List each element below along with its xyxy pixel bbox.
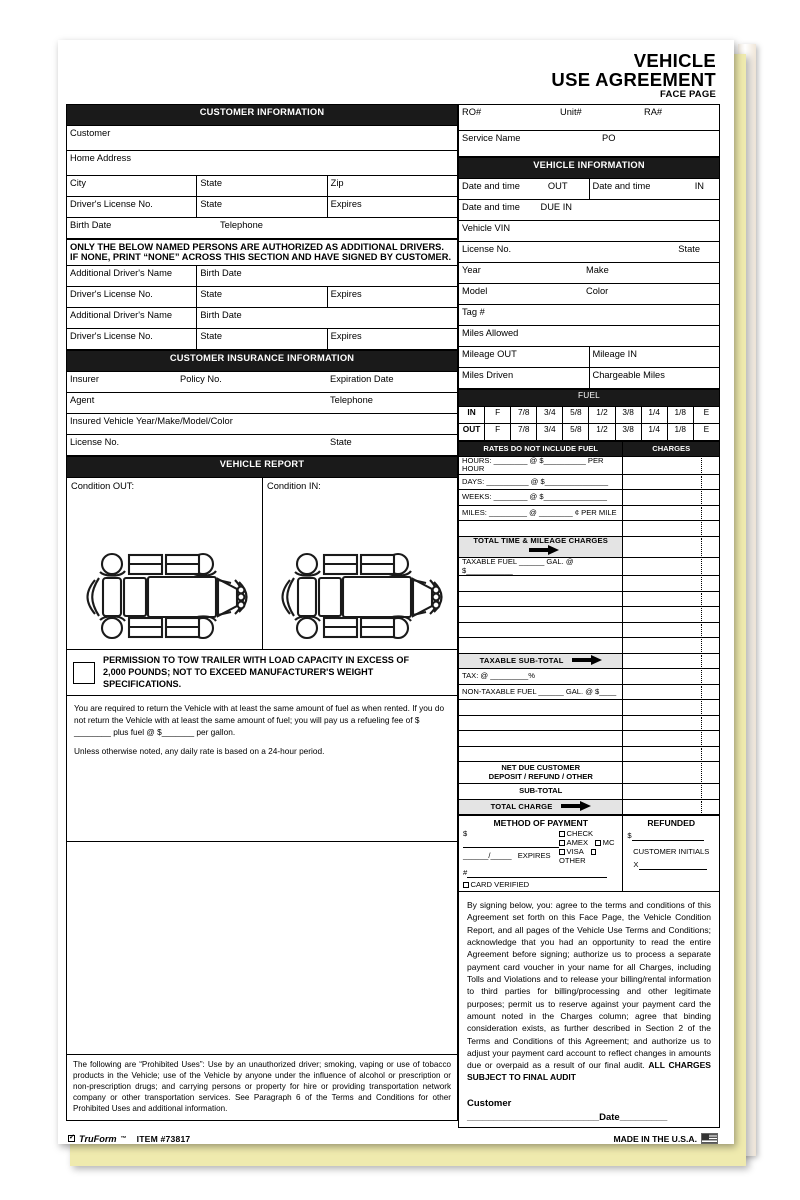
ro-service-table	[458, 104, 720, 157]
payment-option-amex-label: AMEX	[566, 838, 589, 848]
field-customer[interactable]: Customer	[67, 125, 458, 150]
customer-initials-label: CUSTOMER INITIALS	[633, 847, 710, 857]
customer-signature-line[interactable]	[467, 1097, 711, 1125]
field-date-time-out[interactable]	[459, 178, 590, 199]
checkbox-other-icon[interactable]	[591, 849, 597, 855]
date-rule: _________	[619, 1111, 668, 1123]
fuel-row-in	[459, 406, 720, 423]
field-ra-label: RA#	[644, 106, 663, 117]
charge-blank-3[interactable]	[623, 591, 720, 607]
method-of-payment-title: METHOD OF PAYMENT	[493, 818, 588, 829]
title-line-2: USE AGREEMENT	[551, 68, 716, 90]
fuel-in-level-7[interactable]: 1/8	[667, 406, 693, 423]
vehicle-use-agreement-form	[66, 50, 720, 1144]
charge-blank-5[interactable]	[623, 622, 720, 638]
payment-amount-prefix: $	[463, 829, 468, 839]
signature-terms-block	[458, 892, 720, 1128]
rate-row-days[interactable]: DAYS: __________ @ $_______________	[459, 474, 623, 490]
field-miles-allowed[interactable]: Miles Allowed	[459, 325, 720, 346]
checkbox-mc-icon[interactable]	[595, 840, 601, 846]
year-label: Year	[462, 264, 481, 275]
field-license-state[interactable]: State	[197, 196, 327, 217]
fuel-out-level-4[interactable]: 1/2	[589, 423, 615, 440]
field-insurer-label: Insurer	[70, 373, 99, 384]
form-title-block	[66, 52, 720, 100]
refunded-amount-prefix: $	[627, 831, 632, 841]
fuel-policy-paragraph-2: Unless otherwise noted, any daily rate is based on a 24-hour period.	[74, 746, 325, 757]
vehicle-information-band: VEHICLE INFORMATION	[459, 157, 720, 178]
vehicle-report-band: VEHICLE REPORT	[67, 456, 458, 477]
field-date-time-in[interactable]	[589, 178, 720, 199]
arrow-right-icon-3	[561, 801, 591, 813]
payment-option-mc-label: MC	[602, 838, 615, 848]
field-city[interactable]: City	[67, 175, 197, 196]
charge-blank-2[interactable]	[623, 576, 720, 592]
fuel-band: FUEL	[459, 389, 720, 406]
field-additional-driver2-name[interactable]: Additional Driver's Name	[67, 307, 197, 328]
method-of-payment-cell	[459, 816, 623, 892]
field-additional-driver1-birth-date[interactable]: Birth Date	[197, 265, 458, 286]
date-time-due-label: Date and time	[462, 201, 520, 212]
vehicle-condition-diagrams	[66, 478, 458, 650]
prohibited-uses-text: The following are “Prohibited Uses”: Use by an unauthorized driver; smoking, vaping or use of tobacco products in the Vehicle; use of the Vehicle by anyone under the influence of alcohol or prescription or non-prescription drugs; and carrying persons or property for hire or providing transportation network company or other transportation services. See Paragraph 6 of the Terms and Conditions for other Prohibited Uses and additional information.	[73, 1060, 451, 1113]
rate-row-blank-6[interactable]	[459, 638, 623, 654]
total-charge-label: TOTAL CHARGE	[490, 801, 553, 811]
date-time-in-value: IN	[694, 180, 704, 191]
checkbox-amex-icon[interactable]	[559, 840, 565, 846]
date-time-out-value: OUT	[547, 180, 568, 191]
field-model-color[interactable]	[459, 283, 720, 304]
notes-blank-area[interactable]	[66, 842, 458, 1055]
field-insured-vehicle[interactable]: Insured Vehicle Year/Make/Model/Color	[67, 413, 458, 434]
fuel-table	[458, 389, 720, 441]
field-license-expires[interactable]: Expires	[327, 196, 457, 217]
charge-blank-10[interactable]	[623, 746, 720, 762]
condition-in-panel[interactable]	[262, 478, 457, 649]
fuel-out-level-6[interactable]: 1/4	[641, 423, 667, 440]
vehicle-report-band-table	[66, 456, 458, 478]
customer-information-band: CUSTOMER INFORMATION	[67, 104, 458, 125]
payment-amount-field[interactable]	[463, 829, 559, 848]
rate-row-non-taxable-fuel[interactable]: NON-TAXABLE FUEL ______ GAL. @ $____	[459, 684, 623, 700]
payment-expires-prefix: ______/_____	[463, 851, 512, 861]
left-column	[66, 104, 458, 1121]
fuel-policy-paragraph-1: You are required to return the Vehicle with at least the same amount of fuel as when rented. If you do not return the Vehicle with at least the same amount of fuel; you will pay us a refueling fee of $ ________ plus fuel @ $_______ per gallon.	[74, 703, 445, 738]
customer-information-table	[66, 104, 458, 239]
charge-blank-1[interactable]	[623, 521, 720, 537]
card-verified-row[interactable]	[459, 879, 622, 891]
rate-row-blank-8[interactable]	[459, 715, 623, 731]
condition-out-panel[interactable]	[67, 478, 262, 649]
field-vehicle-vin[interactable]: Vehicle VIN	[459, 220, 720, 241]
date-time-out-label: Date and time	[462, 180, 520, 191]
rate-row-weeks[interactable]: WEEKS: ________ @ $_______________	[459, 490, 623, 506]
field-insurance-state-label: State	[330, 436, 352, 447]
checkbox-check-icon[interactable]	[559, 831, 565, 837]
total-charge-row	[459, 799, 623, 815]
taxable-subtotal-row	[459, 653, 623, 669]
payment-options-visa-other[interactable]	[559, 847, 618, 865]
tow-permission-text	[103, 655, 451, 690]
notice-line-2: IF NONE, PRINT “NONE” ACROSS THIS SECTION AND HAVE SIGNED BY CUSTOMER.	[70, 252, 452, 263]
charge-taxable-subtotal[interactable]	[623, 653, 720, 669]
initials-rule	[639, 860, 707, 870]
field-insurer-row[interactable]	[67, 371, 458, 392]
audit-notice: ALL CHARGES SUBJECT TO FINAL AUDIT	[467, 1060, 711, 1083]
truform-brand	[68, 1134, 190, 1144]
tow-line-1: PERMISSION TO TOW TRAILER WITH LOAD CAPACITY IN EXCESS OF	[103, 654, 410, 665]
refunded-amount-rule	[632, 831, 704, 841]
condition-in-label: Condition IN:	[267, 480, 321, 491]
additional-drivers-table	[66, 239, 458, 350]
car-diagram-out-icon	[81, 550, 249, 647]
field-year-make[interactable]	[459, 262, 720, 283]
field-service-name-label: Service Name	[462, 132, 521, 143]
net-due-line-2: DEPOSIT / REFUND / OTHER	[488, 771, 593, 781]
insurance-table	[66, 350, 458, 456]
charge-taxable-fuel[interactable]	[623, 558, 720, 576]
arrow-right-icon	[529, 545, 559, 557]
fuel-out-level-1[interactable]: 7/8	[511, 423, 537, 440]
vehicle-license-label: License No.	[462, 243, 512, 254]
fuel-in-label: IN	[459, 406, 485, 423]
charge-blank-6[interactable]	[623, 638, 720, 654]
fuel-out-level-8[interactable]: E	[693, 423, 719, 440]
field-agent-telephone-label: Telephone	[330, 394, 373, 405]
field-birth-date-telephone[interactable]	[67, 217, 458, 238]
tow-permission-row[interactable]	[66, 650, 458, 696]
payment-options-amex-mc[interactable]	[559, 838, 618, 847]
field-agent-label: Agent	[70, 394, 95, 405]
tow-line-2: 2,000 POUNDS; NOT TO EXCEED MANUFACTURER'S WEIGHT SPECIFICATIONS.	[103, 666, 374, 689]
payment-option-visa-label: VISA	[566, 847, 584, 857]
tow-permission-checkbox[interactable]	[73, 662, 95, 684]
fuel-in-level-3[interactable]: 5/8	[563, 406, 589, 423]
rate-row-hours[interactable]: HOURS: ________ @ $__________ PER HOUR	[459, 457, 623, 475]
payment-card-number-field[interactable]	[459, 868, 622, 879]
rate-row-blank-1[interactable]	[459, 521, 623, 537]
customer-signature-label: Customer	[467, 1097, 512, 1109]
charge-non-taxable-fuel[interactable]	[623, 684, 720, 700]
rate-row-blank-7[interactable]	[459, 700, 623, 716]
field-additional-driver1-name[interactable]: Additional Driver's Name	[67, 265, 197, 286]
model-label: Model	[462, 285, 488, 296]
refunded-cell	[623, 816, 720, 892]
field-miles-driven[interactable]: Miles Driven	[459, 367, 590, 388]
rate-row-blank-4[interactable]	[459, 607, 623, 623]
rate-row-taxable-fuel[interactable]: TAXABLE FUEL ______ GAL. @ $___________	[459, 558, 623, 576]
charge-subtotal[interactable]	[623, 784, 720, 800]
field-insurance-license-label: License No.	[70, 436, 120, 447]
charge-blank-7[interactable]	[623, 700, 720, 716]
fuel-out-level-2[interactable]: 3/4	[537, 423, 563, 440]
insurance-band: CUSTOMER INSURANCE INFORMATION	[67, 350, 458, 371]
fuel-in-level-2[interactable]: 3/4	[537, 406, 563, 423]
footer-item-number: ITEM #73817	[136, 1133, 191, 1144]
rate-row-blank-10[interactable]	[459, 746, 623, 762]
fuel-in-level-0[interactable]: F	[485, 406, 511, 423]
date-time-due-value: DUE IN	[540, 201, 572, 212]
fuel-policy-block	[66, 696, 458, 842]
checkbox-visa-icon[interactable]	[559, 849, 565, 855]
payment-table	[458, 815, 720, 892]
card-verified-label: CARD VERIFIED	[470, 880, 530, 890]
customer-initials-field[interactable]	[623, 860, 719, 870]
vehicle-license-state-label: State	[678, 243, 700, 254]
field-additional-driver1-license[interactable]: Driver's License No.	[67, 286, 197, 307]
made-in-usa	[613, 1133, 718, 1144]
rates-band: RATES DO NOT INCLUDE FUEL	[459, 441, 623, 457]
field-mileage-in[interactable]: Mileage IN	[589, 346, 720, 367]
field-ro-label: RO#	[462, 106, 482, 117]
made-in-usa-label: MADE IN THE U.S.A.	[613, 1133, 697, 1144]
truform-check-icon	[68, 1135, 75, 1142]
charges-band: CHARGES	[623, 441, 720, 457]
condition-out-label: Condition OUT:	[71, 480, 135, 491]
charge-total-charge[interactable]	[623, 799, 720, 815]
charge-net-due[interactable]	[623, 762, 720, 784]
rate-row-blank-3[interactable]	[459, 591, 623, 607]
field-po-label: PO	[602, 132, 616, 143]
field-insurance-license-row[interactable]	[67, 434, 458, 455]
fuel-in-level-8[interactable]: E	[693, 406, 719, 423]
rate-row-tax[interactable]: TAX: @ _________%	[459, 669, 623, 685]
payment-amount-rule	[463, 838, 559, 848]
fuel-in-level-1[interactable]: 7/8	[511, 406, 537, 423]
customer-signature-rule: _________________________	[467, 1111, 600, 1123]
charge-hours[interactable]	[623, 457, 720, 475]
total-time-mileage-label: TOTAL TIME & MILEAGE CHARGES	[473, 535, 609, 545]
charge-miles[interactable]	[623, 505, 720, 521]
field-agent-row[interactable]	[67, 392, 458, 413]
field-drivers-license-no[interactable]: Driver's License No.	[67, 196, 197, 217]
truform-brand-name: TruForm	[79, 1133, 117, 1144]
field-service-row[interactable]	[459, 130, 720, 156]
charge-weeks[interactable]	[623, 490, 720, 506]
fuel-in-level-4[interactable]: 1/2	[589, 406, 615, 423]
fuel-out-level-5[interactable]: 3/8	[615, 423, 641, 440]
charge-tax[interactable]	[623, 669, 720, 685]
field-tag[interactable]: Tag #	[459, 304, 720, 325]
taxable-subtotal-label: TAXABLE SUB-TOTAL	[479, 655, 564, 665]
fuel-in-level-6[interactable]: 1/4	[641, 406, 667, 423]
field-additional-driver1-state[interactable]: State	[197, 286, 327, 307]
usa-flag-icon	[701, 1133, 718, 1144]
payment-expires-field[interactable]	[463, 851, 559, 860]
payment-number-prefix: #	[463, 868, 468, 878]
field-zip[interactable]: Zip	[327, 175, 457, 196]
title-subtitle: FACE PAGE	[660, 89, 716, 100]
charge-total-time-mileage[interactable]	[623, 536, 720, 558]
field-date-time-due[interactable]	[459, 199, 720, 220]
refunded-title: REFUNDED	[647, 818, 696, 829]
field-additional-driver2-state[interactable]: State	[197, 328, 327, 349]
charge-blank-8[interactable]	[623, 715, 720, 731]
field-state[interactable]: State	[197, 175, 327, 196]
field-mileage-out[interactable]: Mileage OUT	[459, 346, 590, 367]
rate-row-blank-5[interactable]	[459, 622, 623, 638]
field-ro-row[interactable]	[459, 104, 720, 130]
notice-line-1: ONLY THE BELOW NAMED PERSONS ARE AUTHORIZED AS ADDITIONAL DRIVERS.	[70, 241, 444, 252]
charge-blank-9[interactable]	[623, 731, 720, 747]
net-due-line-1: NET DUE CUSTOMER	[501, 763, 581, 773]
field-birth-date-label: Birth Date	[70, 219, 112, 230]
rates-charges-table	[458, 441, 720, 816]
payment-option-check[interactable]	[559, 829, 618, 838]
charge-days[interactable]	[623, 474, 720, 490]
rate-row-blank-2[interactable]	[459, 576, 623, 592]
charge-blank-4[interactable]	[623, 607, 720, 623]
fuel-out-level-7[interactable]: 1/8	[667, 423, 693, 440]
refunded-amount-field[interactable]	[623, 831, 719, 841]
field-additional-driver2-license[interactable]: Driver's License No.	[67, 328, 197, 349]
signature-body-text: By signing below, you: agree to the terms and conditions of this Agreement set forth on this Face Page, the Vehicle Condition Report, and all pages of the Vehicle Use Terms and Conditions; acknowledge that you had an opportunity to read the entire Agreement before signing; authorize us to process a separate payment card voucher in your name for all Charges, including Tolls and Violations and to release your billing/rental information to third parties for billing/processing and other legitimate purposes; permit us to reserve against your payment card the amount noted in the Charges column; agree that binding consideration exists, as further described in Section 2 of the Terms and Conditions of this Agreement; and authorize us to adjust your payment card account to reflect changes in amounts due or overpaid as a result of our final audit.	[467, 900, 711, 1071]
field-additional-driver2-birth-date[interactable]: Birth Date	[197, 307, 458, 328]
field-additional-driver1-expires[interactable]: Expires	[327, 286, 457, 307]
make-label: Make	[586, 264, 609, 275]
arrow-right-icon-2	[572, 655, 602, 667]
subtotal-row: SUB-TOTAL	[459, 784, 623, 800]
prohibited-uses-block	[66, 1055, 458, 1121]
form-footer	[66, 1133, 720, 1144]
field-telephone-label: Telephone	[220, 219, 263, 230]
total-time-mileage-row	[459, 536, 623, 558]
right-column	[458, 104, 720, 1129]
title-line-1: VEHICLE	[633, 50, 716, 71]
field-policy-no-label: Policy No.	[180, 373, 222, 384]
payment-option-check-label: CHECK	[566, 829, 594, 839]
field-expiration-date-label: Expiration Date	[330, 373, 394, 384]
date-label: Date	[599, 1111, 620, 1123]
truform-trademark: ™	[120, 1135, 127, 1142]
rate-row-blank-9[interactable]	[459, 731, 623, 747]
fuel-out-level-3[interactable]: 5/8	[563, 423, 589, 440]
field-additional-driver2-expires[interactable]: Expires	[327, 328, 457, 349]
fuel-out-level-0[interactable]: F	[485, 423, 511, 440]
rate-row-miles[interactable]: MILES: _________ @ ________ ¢ PER MILE	[459, 505, 623, 521]
payment-option-other-label: OTHER	[559, 856, 586, 866]
car-diagram-in-icon	[276, 550, 444, 647]
field-home-address[interactable]: Home Address	[67, 150, 458, 175]
net-due-customer-row	[459, 762, 623, 784]
checkbox-card-verified-icon[interactable]	[463, 882, 469, 888]
fuel-out-label: OUT	[459, 423, 485, 440]
field-unit-label: Unit#	[560, 106, 582, 117]
field-chargeable-miles[interactable]: Chargeable Miles	[589, 367, 720, 388]
field-vehicle-license-row[interactable]	[459, 241, 720, 262]
fuel-row-out	[459, 423, 720, 440]
payment-expires-label: EXPIRES	[517, 851, 551, 861]
color-label: Color	[586, 285, 609, 296]
fuel-in-level-5[interactable]: 3/8	[615, 406, 641, 423]
initials-prefix: X	[633, 860, 639, 870]
payment-number-rule	[467, 868, 607, 878]
date-time-in-label: Date and time	[592, 180, 651, 191]
vehicle-information-table	[458, 157, 720, 389]
additional-drivers-notice	[67, 239, 458, 265]
